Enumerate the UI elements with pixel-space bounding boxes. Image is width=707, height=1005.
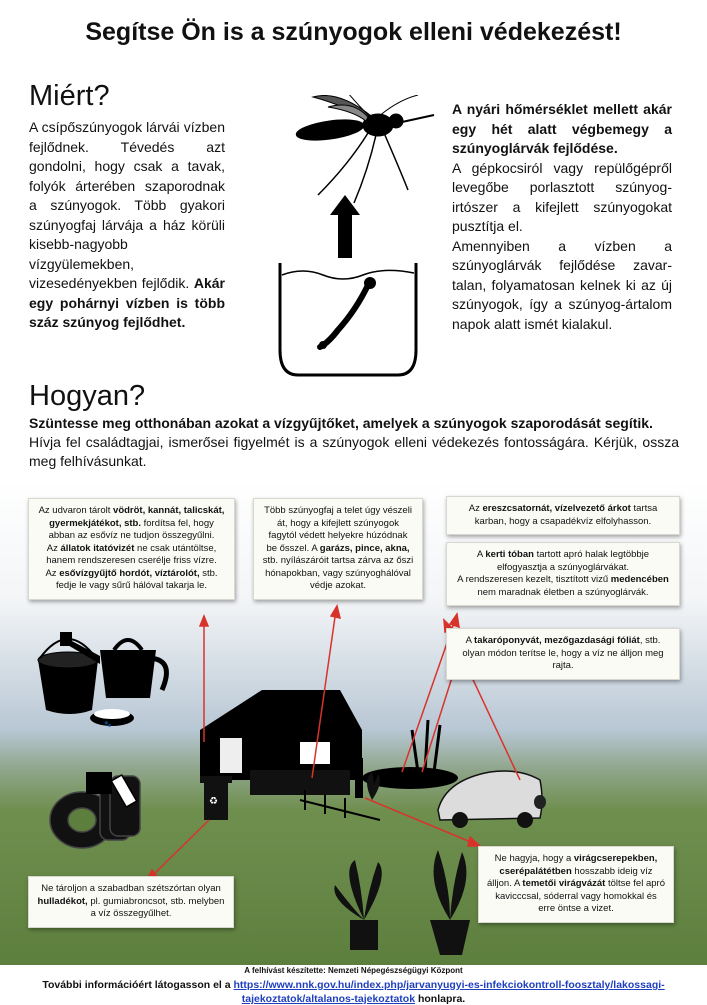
info-card-pond: A kerti tóban tartott apró halak legtöbbje elfogyasztja a szúnyoglárvákat. A rendszeresen kezelt, tisztított vizű medencében nem maradnak életben a szúnyoglárvák. — [446, 542, 680, 606]
why-left-column — [29, 118, 225, 333]
why-right-p1: A gépkocsiról vagy repülőgépről levegőbe porlasztott szúnyog-irtószer a kifejlett szúnyogokat pusztítja el. — [452, 159, 672, 234]
info-card-flowerpots: Ne hagyja, hogy a virágcserepekben, cserépalátétben hosszabb ideig víz álljon. A temetői virágvázát töltse fel apró kavicccsal, sóderral vagy homokkal és erre öntse a vizet. — [478, 846, 674, 923]
water-glass-icon — [280, 263, 416, 375]
up-arrow-icon — [330, 195, 360, 258]
info-card-waste: Ne tároljon a szabadban szétszórtan olyan hulladékot, pl. gumiabroncsot, stb. melyben a víz összegyűlhet. — [28, 876, 234, 928]
pet-bowl-icon — [90, 709, 134, 728]
why-left-bold: Akár egy pohárnyi vízben is több száz szúnyog fejlődhet. — [29, 275, 226, 330]
footer-info-line-2: tajekoztatok/altalanos-tajekoztatok honlapra. — [241, 993, 466, 1005]
footer-info-line: További információért látogasson el a https://www.nnk.gov.hu/index.php/jarvanyugyi-es-infekciokontroll-foosztaly/lakossagi- — [42, 979, 665, 991]
how-bold: Szüntesse meg otthonában azokat a vízgyűjtőket, amelyek a szúnyogok szaporodását segítik. — [29, 415, 653, 431]
info-card-garage: Több szúnyogfaj a telet úgy vészeli át, hogy a kifejlett szúnyogok fagytól védett helyekre húzódnak be ősszel. A garázs, pince, akna, stb. nyílászáróit tartsa zárva az őszi hónapokban, vagy szúnyoghálóval védje azokat. — [253, 498, 423, 600]
footer-credit: A felhívást készítette: Nemzeti Népegészségügyi Központ — [244, 966, 463, 975]
why-right-p2: Amennyiben a vízben a szúnyoglárvák fejlődése zavar-talan, folyamatosan kelnek ki az új szúnyogok, így a szúnyog-ártalom napok alatt ismét kialakul. — [452, 237, 672, 332]
how-body: Hívja fel családtagjai, ismerősei figyelmét is a szúnyogok elleni védekezés fontosságára. Kérjük, ossza meg felhívásunkat. — [29, 434, 679, 469]
info-card-gutter: Az ereszcsatornát, vízelvezető árkot tartsa karban, hogy a csapadékvíz elfolyhasson. — [446, 496, 680, 535]
info-card-containers: Az udvaron tárolt vödröt, kannát, talicskát, gyermekjátékot, stb. fordítsa fel, hogy abban az esővíz ne tudjon összegyűlni. Az állatok itatóvizét ne csak utántöltse, hanem rendszeresen cserélje friss vízre. Az esővízgyűjtő hordót, víztárolót, stb. fedje le vagy sűrű hálóval takarja le. — [28, 498, 235, 600]
svg-text:🐾: 🐾 — [104, 722, 112, 728]
info-card-tarp: A takaróponyvát, mezőgazdasági fóliát, stb. olyan módon terítse le, hogy a víz ne álljon meg rajta. — [446, 628, 680, 680]
page-title: Segítse Ön is a szúnyogok elleni védekezést! — [85, 18, 622, 46]
footer-link[interactable]: https://www.nnk.gov.hu/index.php/jarvanyugyi-es-infekciokontroll-foosztaly/lakossagi- — [233, 979, 665, 991]
how-heading: Hogyan? — [29, 380, 146, 412]
yard-scene — [0, 480, 707, 965]
why-right-column — [452, 100, 672, 334]
footer-link-continued[interactable]: tajekoztatok/altalanos-tajekoztatok — [241, 993, 416, 1005]
mosquito-illustration — [258, 95, 438, 380]
svg-text:♻: ♻ — [209, 796, 218, 807]
jerrycan-icon — [86, 772, 112, 794]
trash-bin-icon — [200, 776, 232, 820]
why-left-text: A csípőszúnyogok lárvái vízben fejlődnek. Tévedés azt gondolni, hogy csak a tavak, folyók árterében szaporodnak a szúnyogok. Több gyakori szúnyogfaj lárvája a ház körüli kisebb-nagyobb vízgyülemekben, vizesedényekben fejlődik. — [29, 119, 225, 291]
mosquito-icon — [295, 95, 434, 203]
why-heading: Miért? — [29, 80, 110, 112]
how-text — [29, 414, 679, 471]
why-right-bold: A nyári hőmérséklet mellett akár egy hét alatt végbemegy a szúnyoglárvák fejlődése. — [452, 101, 672, 156]
grave-vase-icon — [430, 850, 470, 955]
potted-plant-icon — [334, 860, 381, 950]
